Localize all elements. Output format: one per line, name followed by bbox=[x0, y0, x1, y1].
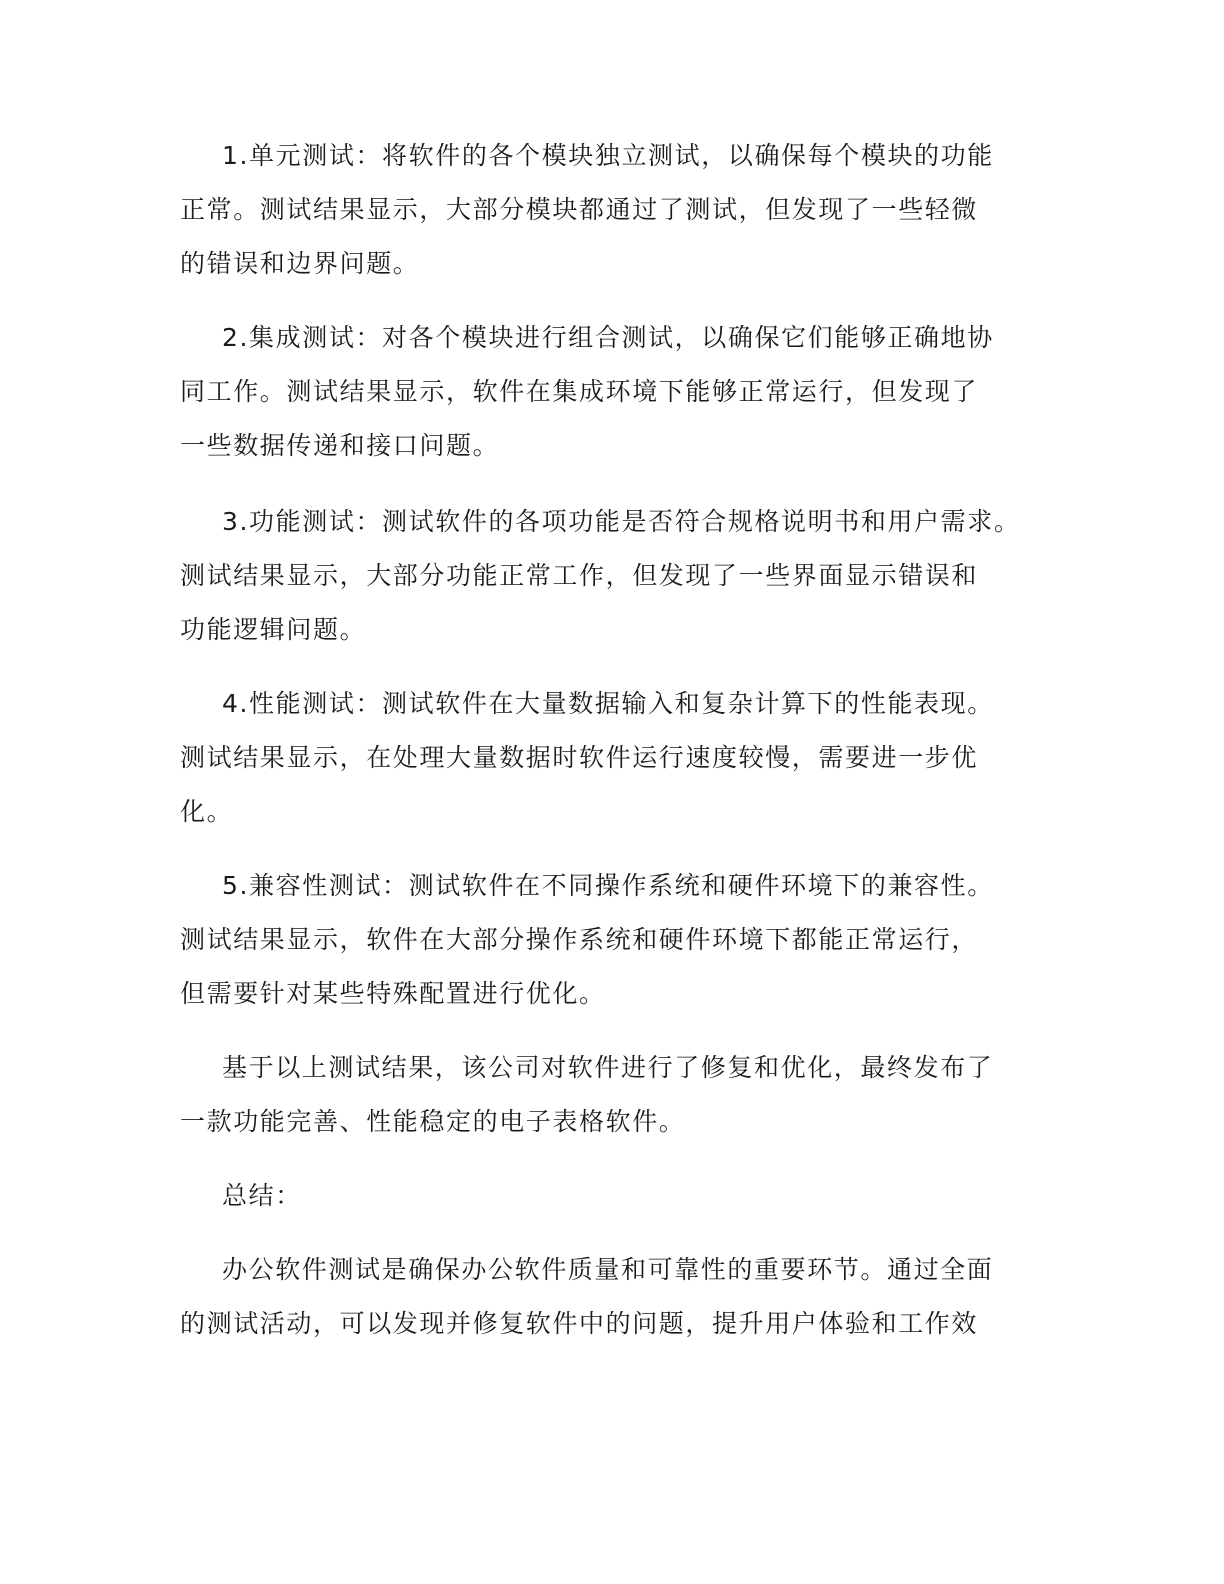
paragraph-line: 3.功能测试：测试软件的各项功能是否符合规格说明书和用户需求。 bbox=[222, 507, 1021, 536]
paragraph-line: 同工作。测试结果显示，软件在集成环境下能够正常运行，但发现了 bbox=[180, 377, 979, 406]
paragraph-line: 4.性能测试：测试软件在大量数据输入和复杂计算下的性能表现。 bbox=[222, 689, 994, 718]
paragraph-line: 测试结果显示，软件在大部分操作系统和硬件环境下都能正常运行， bbox=[180, 925, 979, 954]
paragraph-line: 2.集成测试：对各个模块进行组合测试，以确保它们能够正确地协 bbox=[222, 323, 994, 352]
paragraph-line: 总结： bbox=[222, 1181, 302, 1210]
paragraph-line: 测试结果显示，大部分功能正常工作，但发现了一些界面显示错误和 bbox=[180, 561, 979, 590]
paragraph-line: 化。 bbox=[180, 797, 234, 826]
paragraph-line: 一些数据传递和接口问题。 bbox=[180, 431, 500, 460]
paragraph-line: 1.单元测试：将软件的各个模块独立测试，以确保每个模块的功能 bbox=[222, 141, 994, 170]
paragraph-line: 但需要针对某些特殊配置进行优化。 bbox=[180, 979, 606, 1008]
paragraph-line: 的错误和边界问题。 bbox=[180, 249, 420, 278]
paragraph-line: 的测试活动，可以发现并修复软件中的问题，提升用户体验和工作效 bbox=[180, 1309, 979, 1338]
paragraph-line: 测试结果显示，在处理大量数据时软件运行速度较慢，需要进一步优 bbox=[180, 743, 979, 772]
paragraph-line: 功能逻辑问题。 bbox=[180, 615, 367, 644]
paragraph-line: 基于以上测试结果，该公司对软件进行了修复和优化，最终发布了 bbox=[222, 1053, 994, 1082]
paragraph-line: 一款功能完善、性能稳定的电子表格软件。 bbox=[180, 1107, 686, 1136]
paragraph-line: 办公软件测试是确保办公软件质量和可靠性的重要环节。通过全面 bbox=[222, 1255, 994, 1284]
paragraph-line: 正常。测试结果显示，大部分模块都通过了测试，但发现了一些轻微 bbox=[180, 195, 979, 224]
paragraph-line: 5.兼容性测试：测试软件在不同操作系统和硬件环境下的兼容性。 bbox=[222, 871, 994, 900]
